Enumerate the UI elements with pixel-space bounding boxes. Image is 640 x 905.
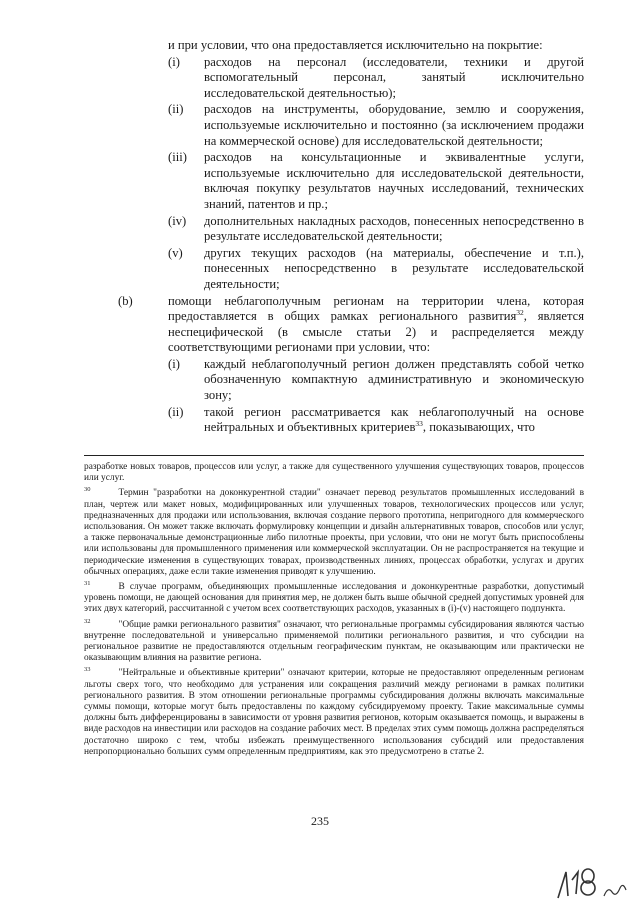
item-text xyxy=(204,405,584,436)
sub-list-b xyxy=(168,357,584,436)
footnote-30 xyxy=(84,484,584,578)
footnote-text: "Нейтральные и объективные критерии" означают критерии, которые не предоставляют определенным регионам льготы сверх того, что необходимо для устранения или сокращения различий между регионами в рамках политики регионального развития. В этом отношении региональные программы субсидирования должны включать максимальные суммы помощи, которые могут быть предоставлены по каждому субсидируемому проекту. Такие максимальные суммы должны быть дифференцированы в зависимости от уровня развития регионов, которым оказывается помощь, и выражены в виде расходов на инвестиции или расходов на создание рабочих мест. В пределах этих сумм помощь должна распределяться достаточно широко с тем, чтобы избежать преимущественного использования субсидий или предоставления непропорционально больших сумм определенным предприятиям, как это предусмотрено в статье 2. xyxy=(84,668,584,757)
item-label: (b) xyxy=(118,293,133,308)
item-text-part2: , показывающих, что xyxy=(422,420,535,435)
list-item xyxy=(168,102,584,149)
item-text-part1: такой регион рассматривается как неблагополучный на основе нейтральных и объективных критериев xyxy=(204,404,584,435)
handwritten-mark xyxy=(548,850,640,905)
main-text xyxy=(118,38,584,437)
item-b-text-part1: помощи неблагополучным регионам на территории члена, которая предоставляется в общих рамках регионального развития xyxy=(168,293,584,324)
item-text: расходов на персонал (исследователи, техники и другой вспомогательный персонал, занятый исключительно исследовательской деятельностью); xyxy=(204,54,584,100)
footnote-ref[interactable]: 32 xyxy=(516,308,524,318)
item-label: (v) xyxy=(168,245,183,260)
item-label: (iii) xyxy=(168,150,187,165)
footnote-text: "Общие рамки регионального развития" означают, что региональные программы субсидирования являются частью внутренне последовательной и универсально применяемой политики регионального развития, и что субсидии на региональное развитие не предоставляются отдельным географическим пунктам, не оказывающим или практически не оказывающим влияния на развитие региона. xyxy=(84,619,584,664)
footnotes xyxy=(84,462,584,758)
item-label: (iv) xyxy=(168,213,187,228)
footnote-31 xyxy=(84,578,584,616)
intro-line: и при условии, что она предоставляется исключительно на покрытие: xyxy=(168,38,543,52)
item-text: расходов на консультационные и эквивалентные услуги, используемые исключительно для исследовательской деятельности, включая покупку результатов научных исследований, технических знаний, патентов и пр.; xyxy=(204,150,584,211)
footnote-33 xyxy=(84,664,584,758)
footnote-separator xyxy=(84,455,584,456)
footnote-number: 33 xyxy=(84,666,91,674)
footnote-continuation: разработке новых товаров, процессов или услуг, а также для существенного улучшения существующих товаров, процессов или услуг. xyxy=(84,462,584,484)
footnote-ref[interactable]: 33 xyxy=(415,419,423,429)
footnote-32 xyxy=(84,616,584,665)
item-text: каждый неблагополучный регион должен представлять собой четко обозначенную компактную административную и экономическую зону; xyxy=(204,356,584,403)
list-item xyxy=(168,405,584,436)
footnote-text: В случае программ, объединяющих промышленные исследования и доконкурентные разработки, допустимый уровень помощи, не дающей основания для принятия мер, не должен быть выше обычной средней допустимых уровней для этих двух категорий, рассчитанной с учетом всех соответствующих расходов, указанных в (i)-(v) настоящего подпункта. xyxy=(84,582,584,615)
sub-list-a xyxy=(168,55,584,293)
list-item xyxy=(168,55,584,102)
list-item xyxy=(168,150,584,212)
footnote-number: 32 xyxy=(84,617,91,625)
list-item xyxy=(168,357,584,404)
item-text xyxy=(168,294,584,356)
item-label: (ii) xyxy=(168,102,184,117)
item-label: (i) xyxy=(168,54,180,69)
item-text: других текущих расходов (на материалы, обеспечение и т.п.), понесенных непосредственно в результате исследовательской деятельности; xyxy=(204,245,584,291)
item-b-text-part2: , является неспецифической (в смысле статьи 2) и распределяется между соответствующими регионами при условии, что: xyxy=(168,309,584,355)
item-label: (i) xyxy=(168,356,180,371)
footnote-number: 31 xyxy=(84,580,91,588)
page-number: 235 xyxy=(311,814,329,828)
item-text: расходов на инструменты, оборудование, землю и сооружения, используемые исключительно и постоянно (за исключением продажи на коммерческой основе) для исследовательской деятельности; xyxy=(204,102,584,148)
list-item xyxy=(168,246,584,293)
list-item-b xyxy=(118,294,584,356)
footnote-number: 30 xyxy=(84,486,91,494)
list-item xyxy=(168,214,584,245)
item-label: (ii) xyxy=(168,404,184,419)
footnote-text: Термин "разработки на доконкурентной стадии" означает перевод результатов промышленных исследований в план, чертеж или макет новых, модифицированных или улучшенных товаров, технологических процессов или услуг, предназначенных для продажи или использования, включая создание первого прототипа, непригодного для коммерческого использования. Он может также включать формулировку концепции и дизайн альтернативных товаров, способов или услуг, а также первоначальные демонстрационные либо пилотные проекты, при условии, что они не могут быть приспособлены или использованы для промышленного применения или коммерческой эксплуатации. Он не распространяется на текущие и периодические изменения в существующих товарах, производственных линиях, процессах обработки, услугах и других обычных операциях, даже если такие изменения приводят к улучшению. xyxy=(84,488,584,577)
item-text: дополнительных накладных расходов, понесенных непосредственно в результате исследовательской деятельности; xyxy=(204,213,584,244)
